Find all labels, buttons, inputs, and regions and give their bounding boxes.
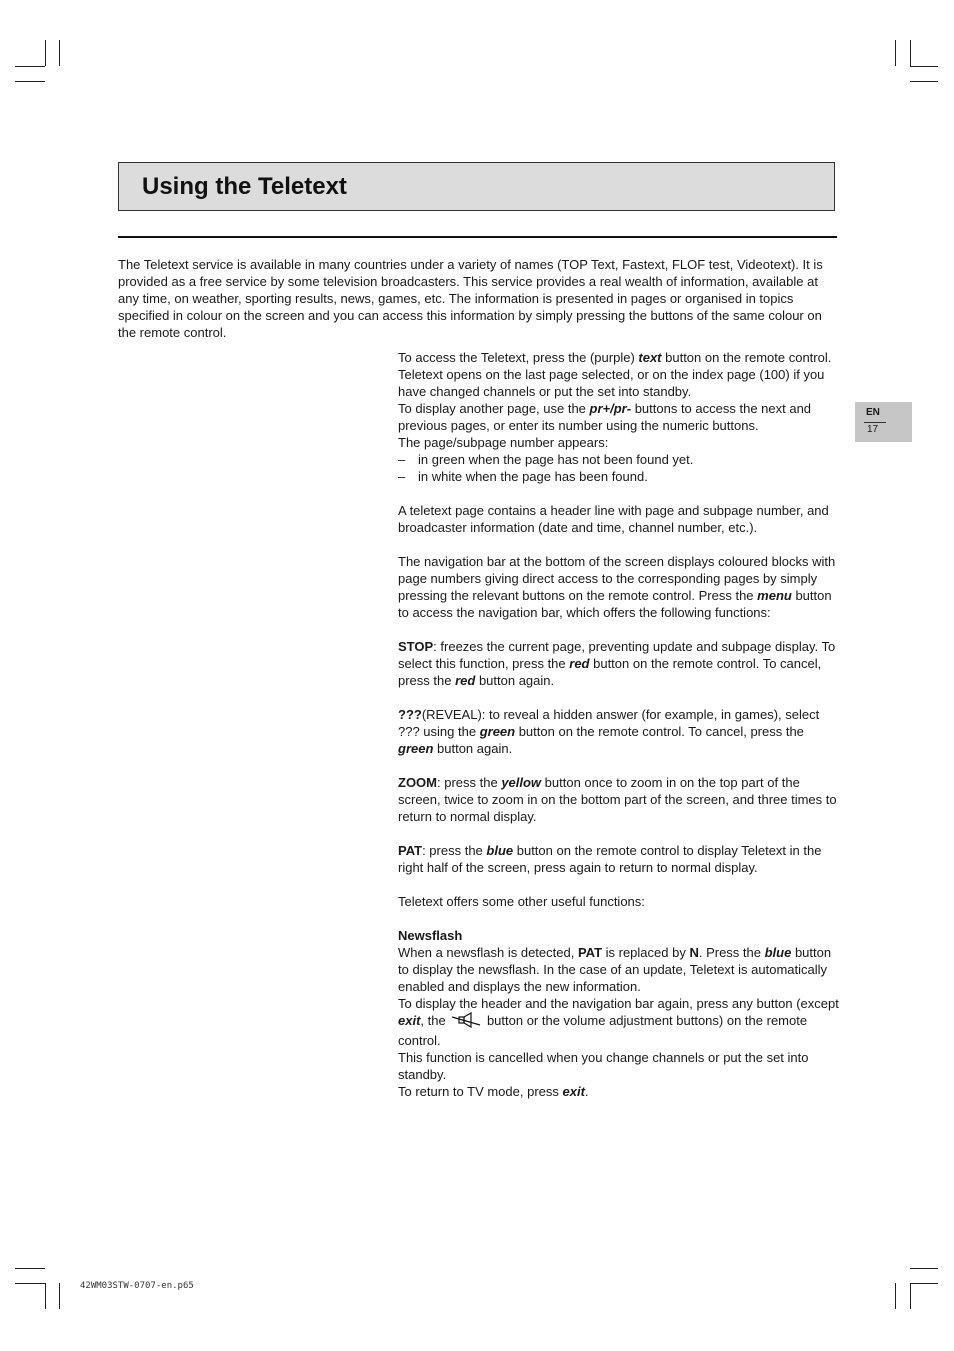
crop-mark bbox=[910, 81, 938, 82]
crop-mark bbox=[910, 66, 938, 67]
crop-mark bbox=[15, 1268, 45, 1269]
crop-mark bbox=[895, 1283, 896, 1309]
list-item: – in white when the page has been found. bbox=[398, 469, 648, 484]
crop-mark bbox=[910, 40, 911, 66]
list-item: – in green when the page has not been found yet. bbox=[398, 452, 694, 467]
crop-mark bbox=[59, 1283, 60, 1309]
crop-mark bbox=[910, 1268, 938, 1269]
newsflash-redisplay-paragraph: To display the header and the navigation bar again, press any button (except exit, the button or the volume adjustment buttons) on the remote control. bbox=[398, 996, 839, 1048]
crop-mark bbox=[45, 40, 46, 66]
other-functions-paragraph: Teletext offers some other useful functions: bbox=[398, 894, 645, 909]
footer-filename: 42WM03STW-0707-en.p65 bbox=[80, 1281, 194, 1291]
page-status-list bbox=[398, 451, 840, 485]
newsflash-cancel-paragraph: This function is cancelled when you change channels or put the set into standby. bbox=[398, 1050, 809, 1082]
access-paragraph: To access the Teletext, press the (purple) text button on the remote control. Teletext opens on the last page selected, or on the index page (100) if you have changed channels or put the set into standby. bbox=[398, 350, 832, 399]
intro-paragraph: The Teletext service is available in many countries under a variety of names (TOP Text, Fastext, FLOF test, Videotext). It is provided as a free service by some television broadcasters. This service provides a real wealth of information, available at any time, on weather, sporting results, news, games, etc. The information is presented in pages or organised in topics specified in colour on the screen and you can access this information by simply pressing the buttons of the same colour on the remote control. bbox=[118, 257, 823, 340]
crop-mark bbox=[910, 1283, 938, 1284]
reveal-paragraph: ???(REVEAL): to reveal a hidden answer (for example, in games), select ??? using the green button on the remote control. To cancel, press the green button again. bbox=[398, 707, 820, 756]
pat-paragraph: PAT: press the blue button on the remote control to display Teletext in the right half of the screen, press again to return to normal display. bbox=[398, 843, 822, 875]
navbar-paragraph: The navigation bar at the bottom of the screen displays coloured blocks with page numbers giving direct access to the corresponding pages by simply pressing the relevant buttons on the remote control. Press the menu button to access the navigation bar, which offers the following functions: bbox=[398, 554, 836, 620]
crop-mark bbox=[895, 40, 896, 66]
page-number-note: The page/subpage number appears: bbox=[398, 435, 609, 450]
main-column bbox=[398, 349, 840, 1100]
stop-paragraph: STOP: freezes the current page, preventing update and subpage display. To select this function, press the red button on the remote control. To cancel, press the red button again. bbox=[398, 639, 836, 688]
zoom-paragraph: ZOOM: press the yellow button once to zoom in on the top part of the screen, twice to zoom in on the bottom part of the screen, and three times to return to normal display. bbox=[398, 775, 837, 824]
crop-mark bbox=[15, 1283, 45, 1284]
crop-mark bbox=[15, 66, 45, 67]
page-number: 17 bbox=[867, 424, 879, 435]
crop-mark bbox=[15, 81, 45, 82]
newsflash-heading: Newsflash bbox=[398, 928, 463, 943]
mute-icon bbox=[451, 1012, 481, 1032]
tab-divider bbox=[864, 422, 886, 423]
crop-mark bbox=[59, 40, 60, 66]
crop-mark bbox=[45, 1283, 46, 1309]
newsflash-exit-paragraph: To return to TV mode, press exit. bbox=[398, 1084, 589, 1099]
title-banner bbox=[118, 162, 835, 211]
language-tab bbox=[855, 402, 912, 442]
page-title: Using the Teletext bbox=[142, 173, 347, 200]
newsflash-paragraph: When a newsflash is detected, PAT is replaced by N. Press the blue button to display the newsflash. In the case of an update, Teletext is automatically enabled and displays the new information. bbox=[398, 945, 832, 994]
header-line-paragraph: A teletext page contains a header line with page and subpage number, and broadcaster information (date and time, channel number, etc.). bbox=[398, 503, 829, 535]
section-divider bbox=[118, 236, 837, 238]
crop-mark bbox=[910, 1283, 911, 1309]
navigate-paragraph: To display another page, use the pr+/pr- buttons to access the next and previous pages, or enter its number using the numeric buttons. bbox=[398, 401, 812, 433]
language-code: EN bbox=[866, 407, 880, 418]
